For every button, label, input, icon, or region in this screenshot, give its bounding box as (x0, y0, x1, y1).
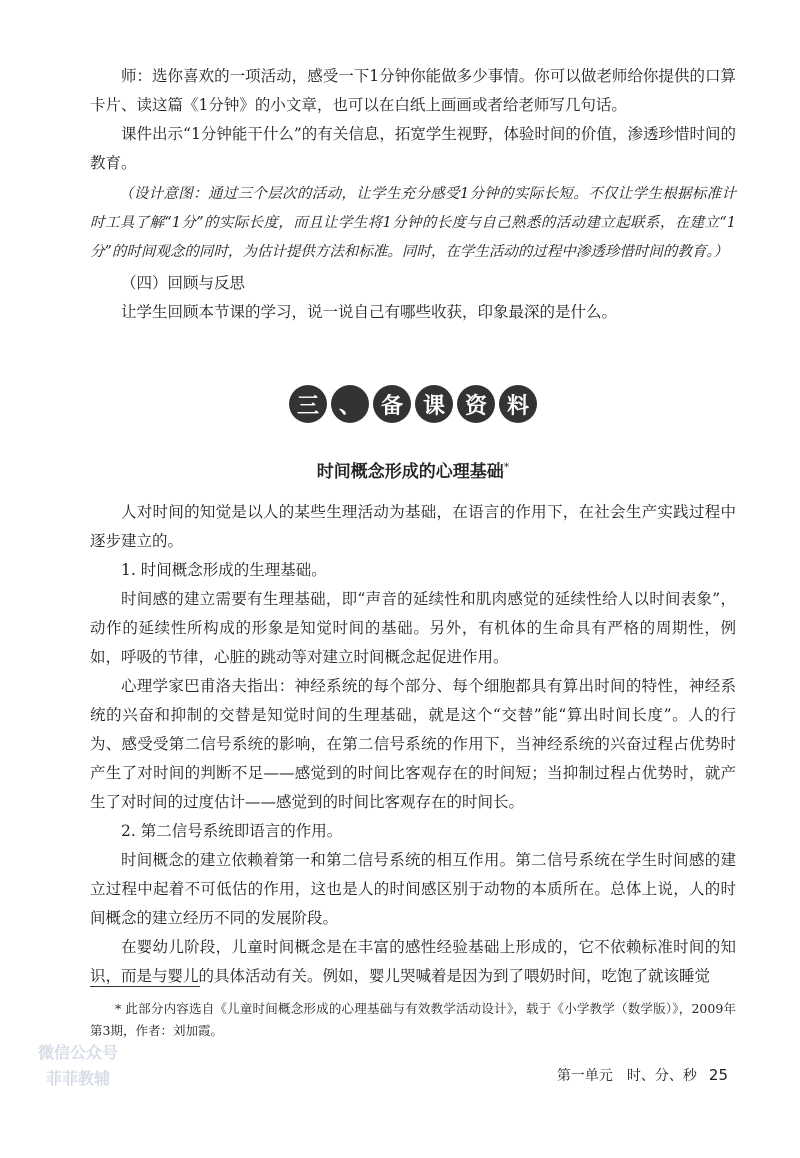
teacher-instruction: 师：选你喜欢的一项活动，感受一下1分钟你能做多少事情。你可以做老师给你提供的口算卡片、读这篇《1分钟》的小文章，也可以在白纸上画画或者给老师写几句话。 (90, 67, 736, 114)
watermark-line: 微信公众号 (37, 1043, 118, 1062)
article-subheading: 1. 时间概念形成的生理基础。 (121, 561, 327, 579)
article-paragraph: 时间感的建立需要有生理基础，即“声音的延续性和肌肉感觉的延续性给人以时间表象”，动作的延续性所构成的形象是知觉时间的基础。另外，有机体的生命具有严格的周期性，例如，呼吸的节律，心脏的跳动等对建立时间概念起促进作用。 (90, 590, 736, 666)
page-content (90, 62, 736, 991)
design-intent-note: （设计意图：通过三个层次的活动，让学生充分感受1分钟的实际长短。不仅让学生根据标准计时工具了解“1分”的实际长度，而且让学生将1分钟的长度与自己熟悉的活动建立起联系，在建立“1分”的时间观念的同时，为估计提供方法和标准。同时，在学生活动的过程中渗透珍惜时间的教育。） (90, 186, 736, 260)
article-title-text: 时间概念形成的心理基础 (316, 462, 504, 482)
watermark-line: 菲菲教辅 (45, 1069, 110, 1088)
review-text: 让学生回顾本节课的学习，说一说自己有哪些收获，印象最深的是什么。 (121, 303, 618, 321)
footnote-marker: * (503, 460, 510, 474)
article-paragraph: 心理学家巴甫洛夫指出：神经系统的每个部分、每个细胞都具有算出时间的特性，神经系统的兴奋和抑制的交替是知觉时间的生理基础，就是这个“交替”能“算出时间长度”。人的行为、感受受第二信号系统的影响，在第二信号系统的作用下，当神经系统的兴奋过程占优势时产生了对时间的判断不足——感觉到的时间比客观存在的时间短；当抑制过程占优势时，就产生了对时间的过度估计——感觉到的时间比客观存在的时间长。 (90, 677, 736, 811)
review-heading: （四）回顾与反思 (121, 274, 246, 292)
section-heading-char: 课 (415, 385, 453, 423)
page-number: 25 (708, 1066, 728, 1084)
section-heading (90, 385, 736, 423)
footnote: * 此部分内容选自《儿童时间概念形成的心理基础与有效教学活动设计》，载于《小学教学（数学版）》，2009年第3期，作者：刘加霞。 (90, 1001, 736, 1038)
article-paragraph: 人对时间的知觉是以人的某些生理活动为基础，在语言的作用下，在社会生产实践过程中逐步建立的。 (90, 503, 736, 550)
article-paragraph: 在婴幼儿阶段，儿童时间概念是在丰富的感性经验基础上形成的，它不依赖标准时间的知识，而是与婴儿的具体活动有关。例如，婴儿哭喊着是因为到了喂奶时间，吃饱了就该睡觉 (90, 938, 736, 985)
page-footer (557, 1065, 728, 1085)
section-heading-char: 三 (289, 385, 327, 423)
article-subheading: 2. 第二信号系统即语言的作用。 (121, 822, 343, 840)
article-paragraph: 时间概念的建立依赖着第一和第二信号系统的相互作用。第二信号系统在学生时间感的建立过程中起着不可低估的作用，这也是人的时间感区别于动物的本质所在。总体上说，人的时间概念的建立经历不同的发展阶段。 (90, 851, 736, 927)
section-heading-char: 资 (457, 385, 495, 423)
section-heading-char: 备 (373, 385, 411, 423)
footnote-divider (90, 986, 200, 987)
article-title (90, 457, 736, 482)
section-heading-char: 料 (499, 385, 537, 423)
courseware-paragraph: 课件出示“1分钟能干什么”的有关信息，拓宽学生视野，体验时间的价值，渗透珍惜时间的教育。 (90, 125, 736, 172)
watermark (18, 1040, 138, 1120)
unit-label: 第一单元 时、分、秒 (556, 1068, 697, 1084)
section-heading-char: 、 (331, 385, 369, 423)
